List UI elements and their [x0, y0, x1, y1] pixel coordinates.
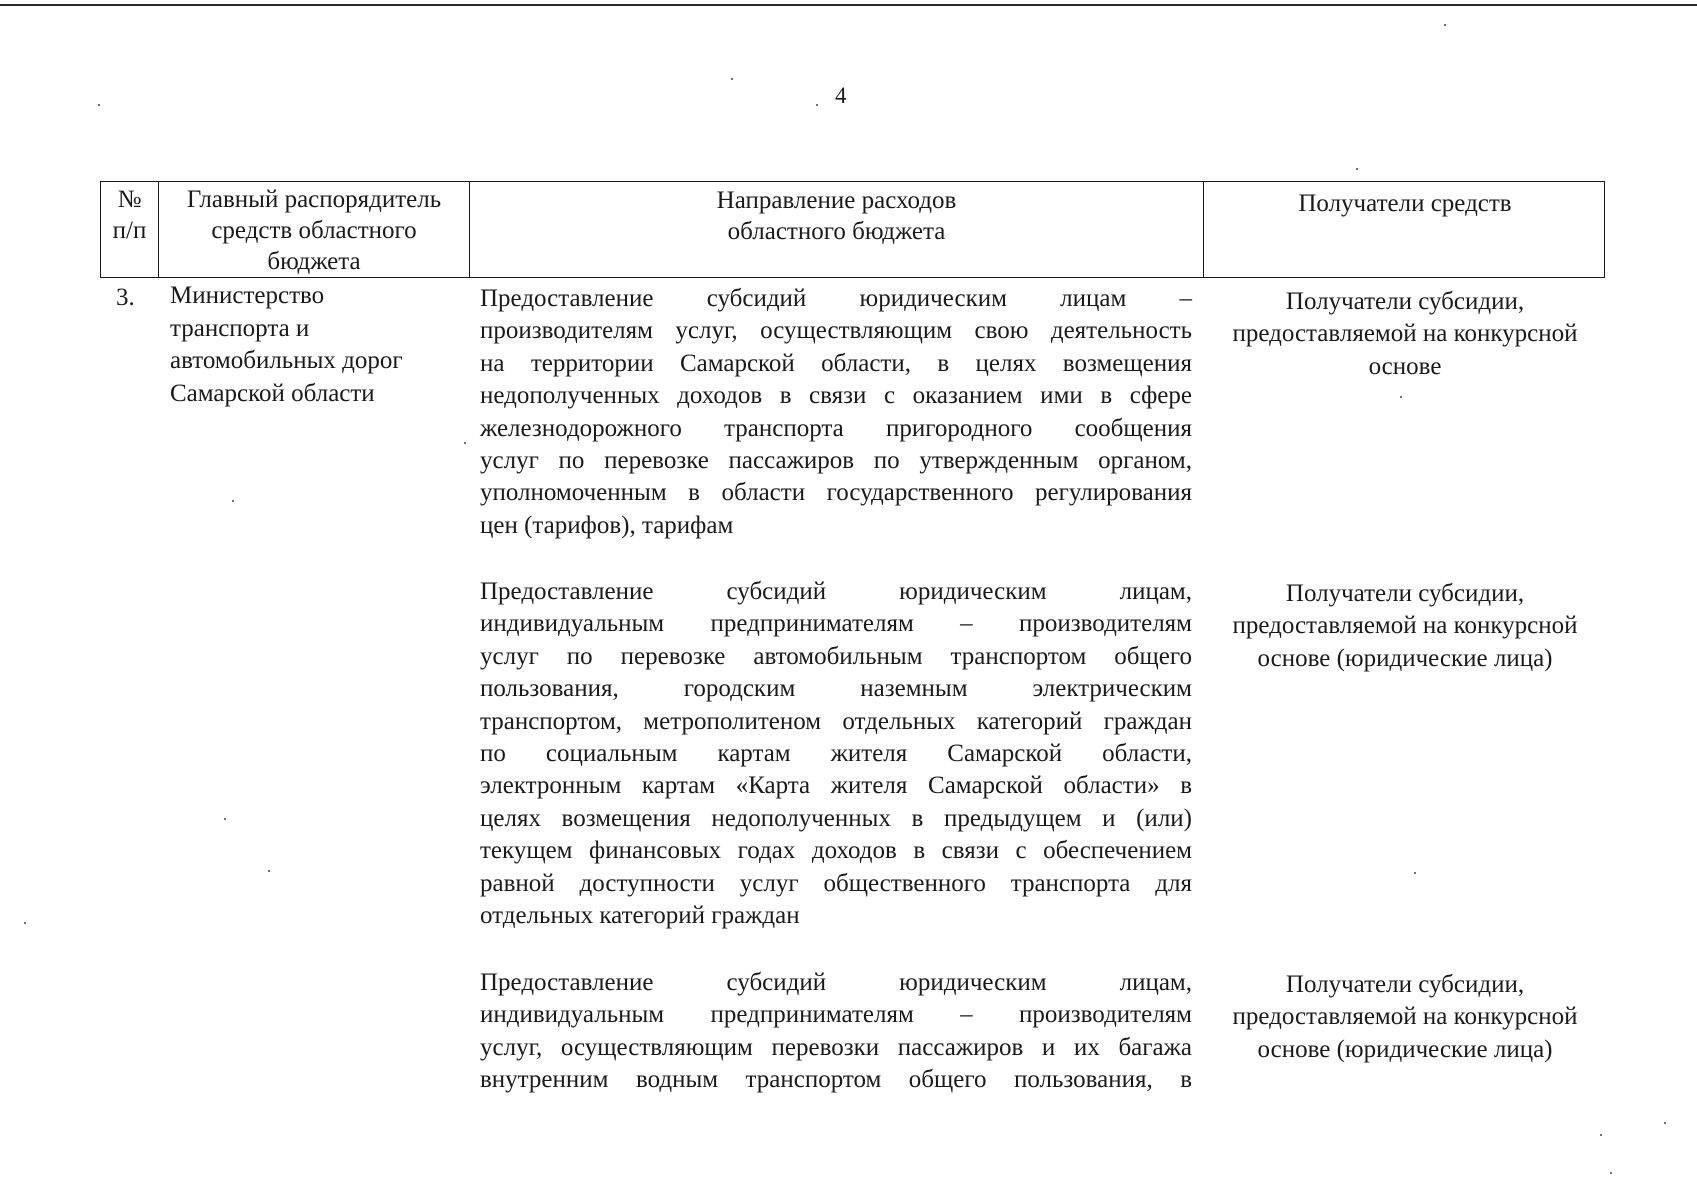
- scan-speck: [1414, 872, 1416, 874]
- recipient-line: основе (юридические лица): [1257, 1035, 1553, 1063]
- header-text: Направление расходов: [716, 187, 957, 214]
- recipient-line: предоставляемой на конкурсной: [1232, 612, 1578, 640]
- direction-line: по социальным картам жителя Самарской области,: [480, 739, 1192, 767]
- recipients-entry-3: [1205, 969, 1605, 1066]
- scan-speck: [24, 922, 26, 924]
- header-cell-number: [101, 182, 159, 277]
- direction-line: транспортом, метрополитеном отдельных категорий граждан: [480, 707, 1192, 735]
- direction-line: целях возмещения недополученных в предыдущем и (или): [480, 804, 1192, 832]
- recipients-entry-2: [1205, 578, 1605, 675]
- header-cell-administrator: [159, 182, 470, 277]
- header-text: Получатели средств: [1298, 190, 1512, 217]
- table-header: [100, 181, 1605, 278]
- direction-line: индивидуальным предпринимателям – производителям: [480, 1001, 1192, 1029]
- administrator-line: Министерство: [170, 282, 325, 309]
- direction-entry-3: [480, 967, 1192, 1097]
- row-number: 3.: [116, 284, 135, 311]
- direction-line: электронным картам «Карта жителя Самарской области» в: [480, 772, 1192, 800]
- scan-speck: [731, 78, 733, 80]
- recipient-line: предоставляемой на конкурсной: [1232, 320, 1578, 348]
- recipient-line: Получатели субсидии,: [1285, 971, 1525, 998]
- scan-speck: [1610, 1172, 1612, 1174]
- direction-line: услуг по перевозке пассажиров по утвержденным органом,: [480, 446, 1192, 474]
- direction-line: отдельных категорий граждан: [480, 901, 800, 929]
- administrator-name: [170, 280, 470, 410]
- scan-speck: [1356, 168, 1358, 170]
- page-number: 4: [835, 83, 847, 108]
- scan-speck: [816, 104, 818, 106]
- direction-line: уполномоченным в области государственного регулирования: [480, 479, 1192, 507]
- direction-entry-1: [480, 283, 1192, 542]
- scan-speck: [98, 104, 100, 106]
- header-text: средств областного: [211, 217, 417, 244]
- direction-line: текущем финансовых годах доходов в связи с обеспечением: [480, 837, 1192, 865]
- recipient-line: предоставляемой на конкурсной: [1232, 1003, 1578, 1031]
- scan-speck: [464, 442, 466, 444]
- header-cell-direction: [470, 182, 1204, 277]
- header-text: №: [117, 186, 142, 213]
- header-text: областного бюджета: [727, 218, 946, 245]
- scan-speck: [1400, 396, 1402, 398]
- direction-line: Предоставление субсидий юридическим лицам,: [480, 969, 1192, 996]
- scan-speck: [1600, 1134, 1602, 1136]
- scan-speck: [224, 818, 226, 820]
- direction-line: индивидуальным предпринимателям – производителям: [480, 610, 1192, 638]
- direction-line: Предоставление субсидий юридическим лицам,: [480, 578, 1192, 605]
- direction-line: внутренним водным транспортом общего пользования, в: [480, 1066, 1192, 1094]
- direction-line: железнодорожного транспорта пригородного сообщения: [480, 414, 1192, 442]
- direction-line: услуг по перевозке автомобильным транспортом общего: [480, 642, 1192, 670]
- direction-line: равной доступности услуг общественного транспорта для: [480, 869, 1192, 897]
- recipients-entry-1: [1205, 286, 1605, 383]
- direction-line: цен (тарифов), тарифам: [480, 511, 734, 539]
- administrator-line: Самарской области: [170, 379, 375, 407]
- scan-speck: [232, 500, 234, 502]
- direction-line: пользования, городским наземным электрическим: [480, 675, 1192, 703]
- recipient-line: Получатели субсидии,: [1285, 288, 1525, 315]
- recipient-line: основе: [1368, 352, 1442, 380]
- direction-line: услуг, осуществляющим перевозки пассажиров и их багажа: [480, 1033, 1192, 1061]
- header-text: бюджета: [267, 248, 361, 275]
- administrator-line: транспорта и: [170, 314, 310, 342]
- scan-speck: [1664, 1122, 1666, 1124]
- direction-line: производителям услуг, осуществляющим свою деятельность: [480, 317, 1192, 345]
- recipient-line: Получатели субсидии,: [1285, 580, 1525, 607]
- direction-line: на территории Самарской области, в целях возмещения: [480, 349, 1192, 377]
- direction-entry-2: [480, 576, 1192, 932]
- header-text: п/п: [112, 217, 147, 244]
- direction-line: Предоставление субсидий юридическим лицам –: [480, 285, 1192, 312]
- header-cell-recipients: [1204, 182, 1606, 277]
- scan-speck: [1444, 24, 1446, 26]
- direction-line: недополученных доходов в связи с оказанием ими в сфере: [480, 382, 1192, 410]
- administrator-line: автомобильных дорог: [170, 347, 403, 374]
- top-border-rule: [0, 4, 1697, 6]
- scan-speck: [268, 870, 270, 872]
- recipient-line: основе (юридические лица): [1257, 644, 1553, 672]
- header-text: Главный распорядитель: [186, 186, 442, 213]
